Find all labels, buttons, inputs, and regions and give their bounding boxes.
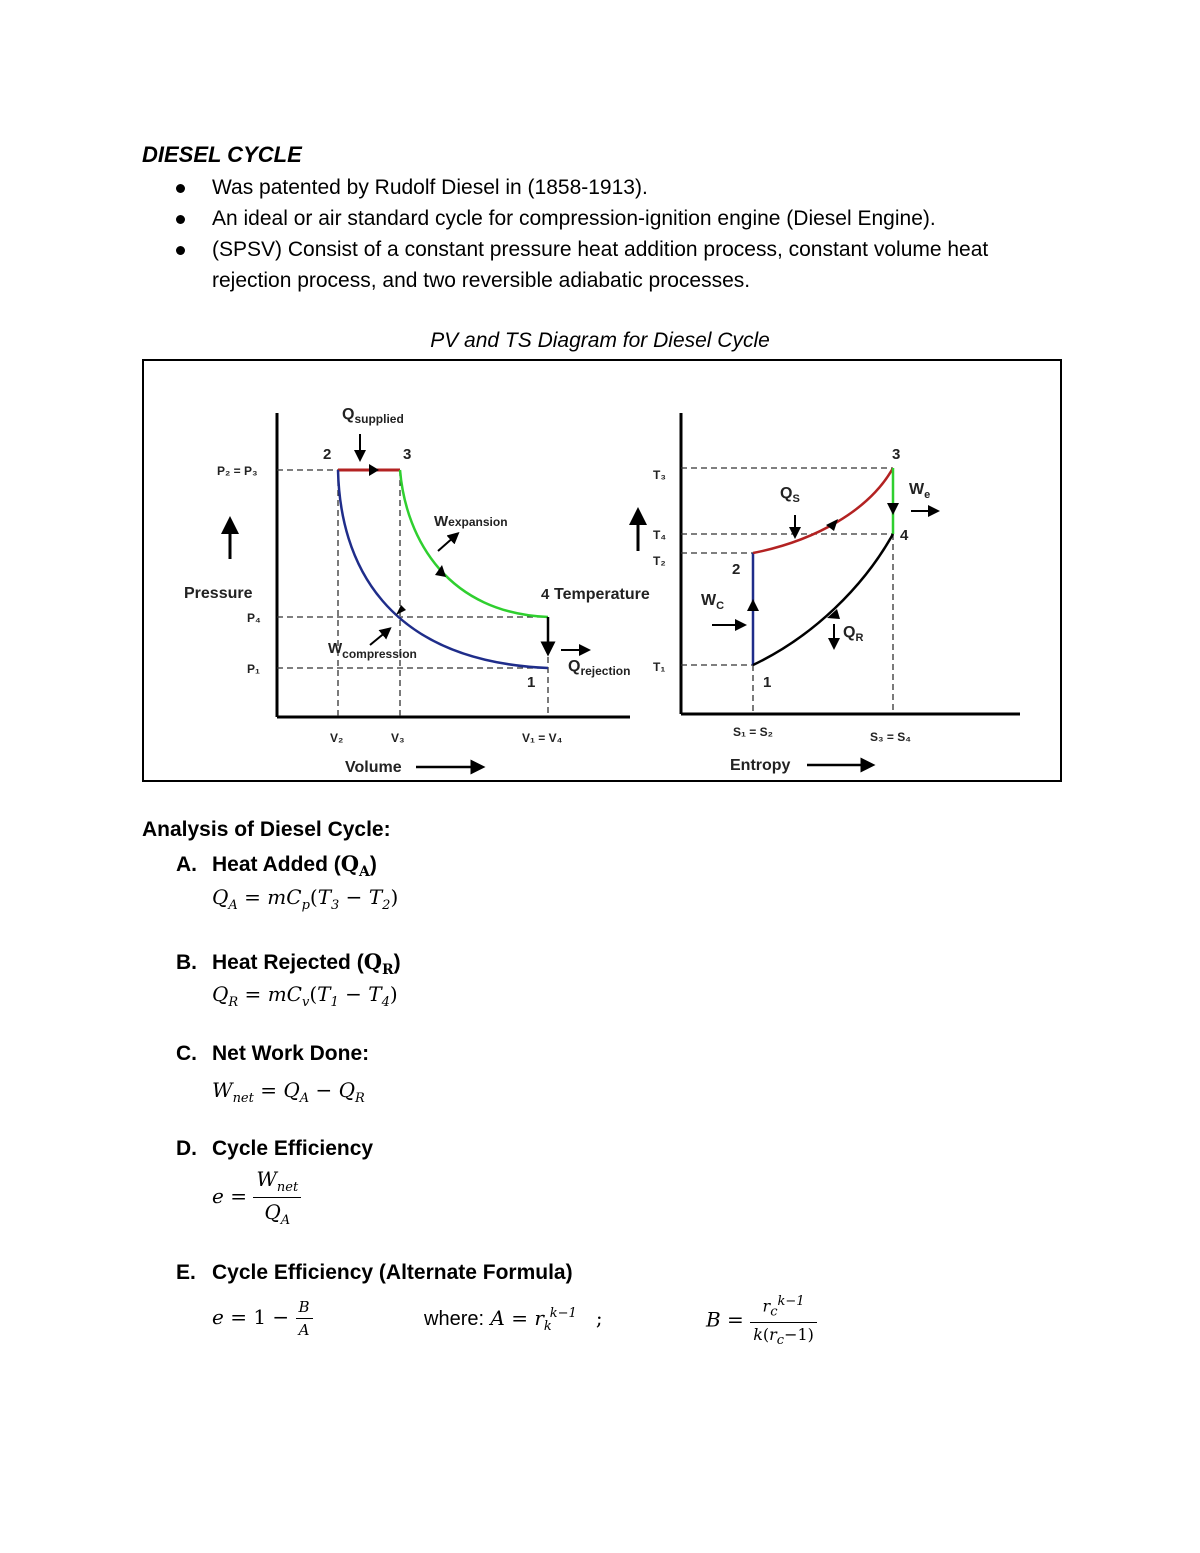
t3-label: T₃ [653, 468, 666, 482]
s1-s2-label: S₁ = S₂ [733, 725, 773, 739]
p4-label: P₄ [247, 611, 261, 625]
list-item: Was patented by Rudolf Diesel in (1858-1913). [170, 172, 1070, 203]
ts-diagram [554, 413, 1020, 774]
bullet-dot [176, 215, 185, 224]
bullet-dot [176, 246, 185, 255]
w-compression-arrow-icon [370, 631, 387, 645]
t1-label: T₁ [653, 660, 666, 674]
ts-process-2-3 [753, 468, 893, 553]
item-cycle-efficiency: D. Cycle Efficiency [176, 1137, 374, 1160]
page-title: DIESEL CYCLE [142, 142, 302, 167]
list-item: (SPSV) Consist of a constant pressure heat addition process, constant volume heat rejection process, and two reversible adiabatic processes. [170, 234, 1070, 296]
v3-label: V₃ [391, 731, 405, 745]
ts-point-1: 1 [763, 674, 772, 691]
pv-point-4: 4 [541, 586, 550, 603]
item-heat-added: A. Heat Added $(Q_A)$ [176, 851, 377, 881]
ts-process-4-1 [753, 534, 893, 665]
v1-v4-label: V₁ = V₄ [522, 731, 563, 745]
figure-frame [142, 359, 1062, 782]
qa-symbol: $Q_A$ [340, 851, 370, 881]
ts-point-3: 3 [892, 446, 901, 463]
q-supplied-label: $Q_{supplied}$ [342, 406, 404, 426]
item-heat-rejected: B. Heat Rejected $(Q_R)$ [176, 949, 401, 979]
pv-ts-diagram [144, 361, 1060, 780]
bullet-list [170, 172, 1070, 296]
equation-net-work: $W_{net} = Q_A - Q_R$ [212, 1078, 365, 1106]
pv-arrow-2-3 [369, 464, 379, 476]
figure-caption: PV and TS Diagram for Diesel Cycle [430, 329, 770, 352]
bullet-dot [176, 184, 185, 193]
equation-alternate-efficiency: e = 1 − $\frac{B}{A}$ [212, 1298, 313, 1339]
pv-arrow-compression [396, 605, 406, 615]
entropy-axis-label: Entropy [730, 757, 791, 774]
equation-where-a: where: $A = r_k^{k-1}$ ; [424, 1306, 603, 1334]
ts-point-2: 2 [732, 561, 741, 578]
volume-axis-label: Volume [345, 759, 402, 776]
ts-arrow-1-2 [747, 599, 759, 611]
w-expansion-arrow-icon [438, 536, 455, 551]
temperature-axis-label: Temperature [554, 586, 650, 603]
item-net-work: C. Net Work Done: [176, 1042, 370, 1065]
ts-arrow-2-3 [826, 519, 838, 531]
pv-point-2: 2 [323, 446, 332, 463]
q-rejection-label: $Q_{rejection}$ [568, 658, 631, 678]
equation-heat-rejected: $Q_R = mC_v(T_1 - T_4)$ [212, 982, 398, 1010]
w-expansion-label: Wexpansion [434, 513, 508, 530]
p2-p3-label: P₂ = P₃ [217, 464, 258, 478]
equation-heat-added: $Q_A = mC_p(T_3 - T_2)$ [212, 885, 399, 913]
ts-point-4: 4 [900, 527, 909, 544]
wc-label: $W_C$ [701, 592, 725, 612]
we-label: $W_e$ [909, 481, 931, 501]
list-item: An ideal or air standard cycle for compression-ignition engine (Diesel Engine). [170, 203, 1070, 234]
equation-where-b: B = $\frac{r_c^{k-1}}{k(r_c-1)}$ [706, 1294, 817, 1348]
p1-label: P₁ [247, 662, 260, 676]
pv-guides [277, 470, 548, 717]
v2-label: V₂ [330, 731, 344, 745]
t4-label: T₄ [653, 528, 667, 542]
s3-s4-label: S₃ = S₄ [870, 730, 911, 744]
ts-arrow-3-4 [887, 503, 899, 515]
pressure-axis-label: Pressure [184, 585, 253, 602]
qs-label: $Q_S$ [780, 485, 800, 505]
qr-symbol: $Q_R$ [363, 949, 394, 979]
pv-process-3-4 [400, 470, 548, 617]
pv-point-1: 1 [527, 674, 536, 691]
w-compression-label: $W_{compression}$ [328, 640, 417, 661]
pv-point-3: 3 [403, 446, 412, 463]
analysis-heading: Analysis of Diesel Cycle: [142, 818, 391, 841]
t2-label: T₂ [653, 554, 666, 568]
qr-label: $Q_R$ [843, 624, 864, 644]
item-alternate-efficiency: E. Cycle Efficiency (Alternate Formula) [176, 1261, 573, 1284]
equation-cycle-efficiency: e = $\frac{W_{net}}{Q_A}$ [212, 1167, 301, 1228]
